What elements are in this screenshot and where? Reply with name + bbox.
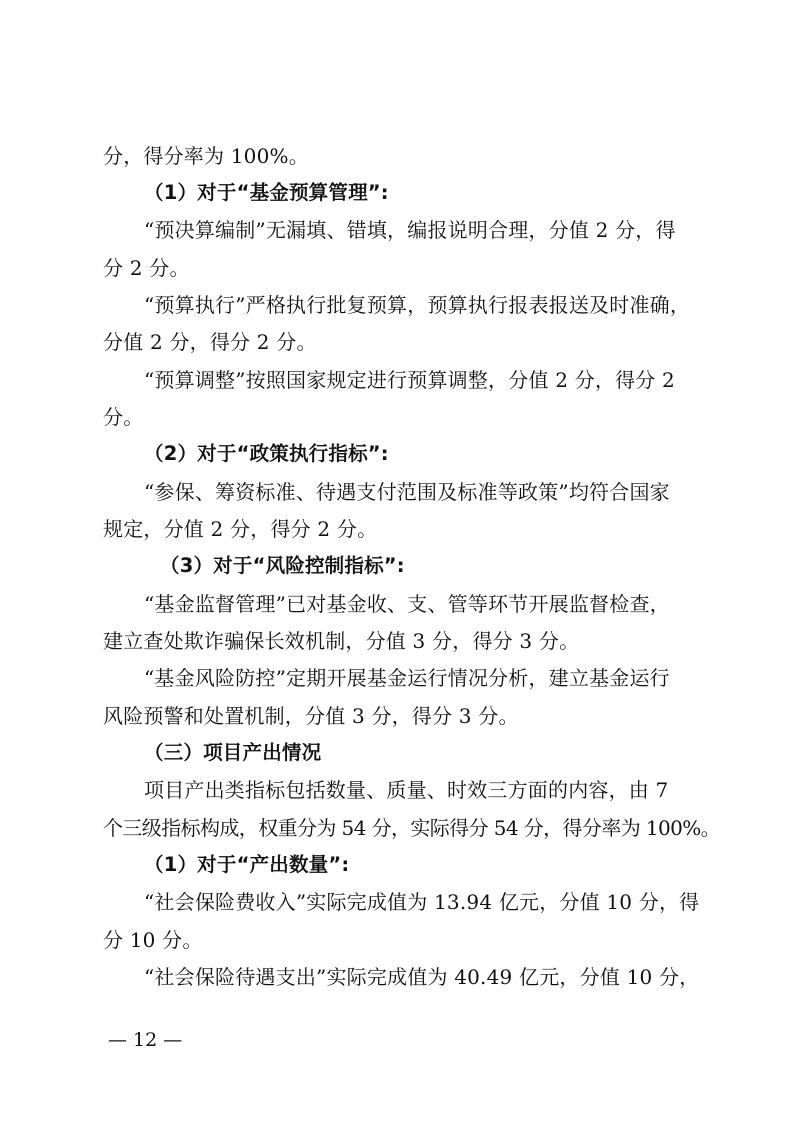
paragraph-line: “基金风险防控”定期开展基金运行情况分析，建立基金运行 (144, 666, 670, 690)
paragraph-line: 个三级指标构成，权重分为 54 分，实际得分 54 分，得分率为 100%。 (103, 816, 721, 840)
paragraph-line: “预决算编制”无漏填、错填，编报说明合理，分值 2 分，得 (144, 218, 676, 242)
paragraph-line: “预算调整”按照国家规定进行预算调整，分值 2 分，得分 2 (144, 368, 675, 392)
section-heading-output-quantity: （1）对于“产出数量”: (144, 853, 350, 876)
paragraph-line: 分 2 分。 (103, 256, 190, 280)
section-heading-policy-execution: （2）对于“政策执行指标”: (144, 442, 389, 465)
paragraph-line: 规定，分值 2 分，得分 2 分。 (103, 517, 378, 541)
section-heading-budget-management: （1）对于“基金预算管理”: (144, 181, 389, 204)
paragraph-line: 建立查处欺诈骗保长效机制，分值 3 分，得分 3 分。 (103, 629, 580, 653)
paragraph-line: “社会保险待遇支出”实际完成值为 40.49 亿元，分值 10 分， (144, 965, 700, 989)
paragraph-line: “预算执行”严格执行批复预算，预算执行报表报送及时准确， (144, 293, 691, 317)
paragraph-line: 风险预警和处置机制，分值 3 分，得分 3 分。 (103, 704, 519, 728)
section-heading-risk-control: （3）对于“风险控制指标”: (160, 554, 405, 577)
paragraph-line: “基金监督管理”已对基金收、支、管等环节开展监督检查， (144, 592, 670, 616)
paragraph-line: 分。 (103, 405, 144, 429)
paragraph-line: 项目产出类指标包括数量、质量、时效三方面的内容，由 7 (144, 778, 669, 802)
section-heading-project-output: （三）项目产出情况 (144, 741, 322, 764)
page-number: — 12 — (108, 1029, 183, 1051)
paragraph-line: “社会保险费收入”实际完成值为 13.94 亿元，分值 10 分，得 (144, 890, 700, 914)
paragraph-line: 分 10 分。 (103, 928, 203, 952)
paragraph-line: 分值 2 分，得分 2 分。 (103, 330, 317, 354)
paragraph-line: “参保、筹资标准、待遇支付范围及标准等政策”均符合国家 (144, 480, 670, 504)
paragraph-line: 分，得分率为 100%。 (103, 144, 309, 168)
